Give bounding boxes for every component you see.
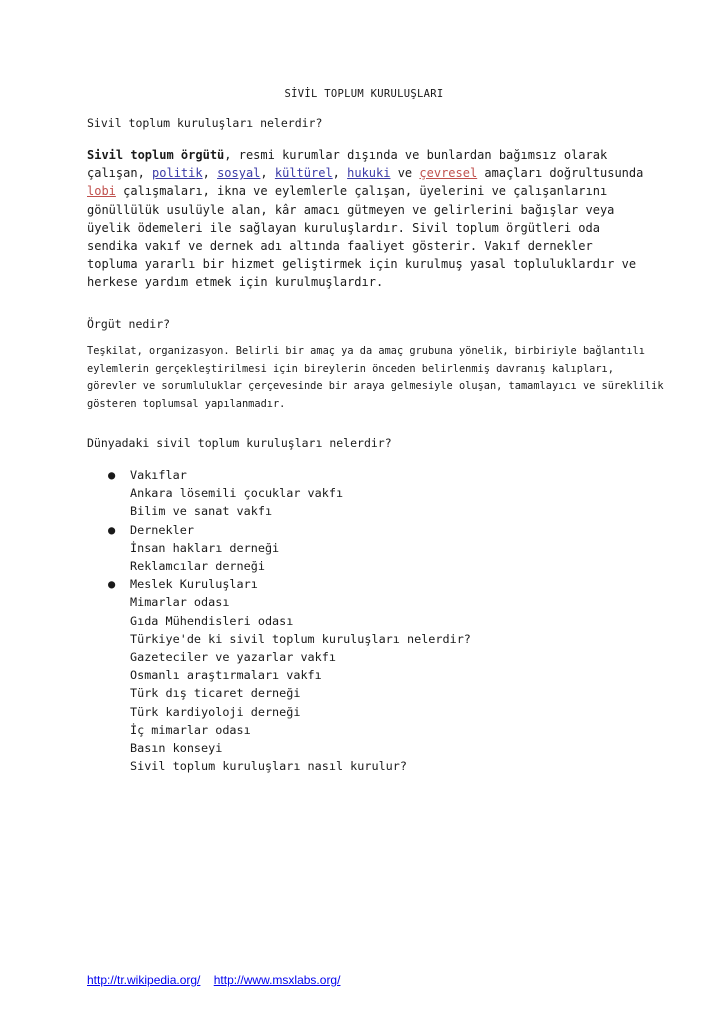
text-run: , xyxy=(202,166,218,181)
list-item xyxy=(87,575,647,593)
document-title: SİVİL TOPLUM KURULUŞLARI xyxy=(284,88,444,100)
text-run: , xyxy=(332,166,348,181)
link-kulturel[interactable]: kültürel xyxy=(274,166,333,181)
text-run: , resmi kurumlar dışında ve bunlardan bağımsız olarak çalışan, xyxy=(87,148,608,181)
organization-list xyxy=(87,466,647,775)
question-heading-2: Örgüt nedir? xyxy=(87,317,171,331)
text-run: , xyxy=(260,166,275,181)
list-item xyxy=(87,466,647,484)
list-subitem: Osmanlı araştırmaları vakfı xyxy=(130,668,322,683)
footer-link-msxlabs[interactable]: http://www.msxlabs.org/ xyxy=(213,973,341,987)
list-item-head: Vakıflar xyxy=(130,468,187,482)
list-subitem: Sivil toplum kuruluşları nasıl kurulur? xyxy=(130,759,407,774)
list-subitem: İnsan hakları derneği xyxy=(130,540,280,555)
bullet-icon: ● xyxy=(108,577,116,592)
text-run: amaçları doğrultusunda xyxy=(477,166,644,181)
text-run: ve xyxy=(390,166,420,181)
link-hukuki[interactable]: hukuki xyxy=(347,166,391,181)
question-heading-1: Sivil toplum kuruluşları nelerdir? xyxy=(87,116,323,130)
bullet-icon: ● xyxy=(108,522,116,537)
list-subitem: Bilim ve sanat vakfı xyxy=(130,504,273,519)
list-subitem: Mimarlar odası xyxy=(130,595,230,610)
list-subitem: Gıda Mühendisleri odası xyxy=(130,613,294,628)
list-item-head: Dernekler xyxy=(130,522,194,537)
paragraph-2: Teşkilat, organizasyon. Belirli bir amaç ya da amaç grubuna yönelik, birbiriyle bağlantılı eylemlerin gerçekleştirilmesi için bireylerin önceden belirlenmiş davranış kalıpları, görevler ve sorumluluklar çerçevesinde bir araya gelmesiyle oluşan, tamamlayıcı ve süreklilik gösteren toplumsal yapılanmadır. xyxy=(87,345,664,410)
paragraph-1 xyxy=(87,146,647,292)
list-subitem: Reklamcılar derneği xyxy=(130,559,265,574)
footer-sources xyxy=(87,973,350,987)
list-item-head: Meslek Kuruluşları xyxy=(130,577,258,592)
link-lobi[interactable]: lobi xyxy=(87,184,116,199)
bold-term: Sivil toplum örgütü xyxy=(87,148,225,162)
question-heading-3: Dünyadaki sivil toplum kuruluşları nelerdir? xyxy=(87,436,392,450)
footer-link-wikipedia[interactable]: http://tr.wikipedia.org/ xyxy=(87,973,201,987)
list-subitem: Ankara lösemili çocuklar vakfı xyxy=(130,486,344,501)
link-politik[interactable]: politik xyxy=(152,166,203,181)
link-sosyal[interactable]: sosyal xyxy=(217,166,261,181)
list-subitem: Türk kardiyoloji derneği xyxy=(130,704,301,719)
list-item xyxy=(87,521,647,539)
list-subitem: Türk dış ticaret derneği xyxy=(130,686,301,701)
list-subitem: Basın konseyi xyxy=(130,741,223,756)
list-subitem: Türkiye'de ki sivil toplum kuruluşları nelerdir? xyxy=(130,631,471,646)
list-subitem: Gazeteciler ve yazarlar vakfı xyxy=(130,650,336,665)
link-cevresel[interactable]: çevresel xyxy=(419,166,478,181)
list-subitem: İç mimarlar odası xyxy=(130,722,251,737)
text-run: çalışmaları, ikna ve eylemlerle çalışan, üyelerini ve çalışanlarını gönüllülük usulüyle alan, kâr amacı gütmeyen ve gelirlerini bağışlar veya üyelik ödemeleri ile sağlayan kuruluşlardır. Sivil toplum örgütleri oda sendika vakıf ve dernek adı altında faaliyet gösterir. Vakıf dernekler topluma yararlı bir hizmet geliştirmek için kurulmuş yasal topluluklardır ve herkese yardım etmek için kurulmuşlardır. xyxy=(87,184,637,290)
bullet-icon: ● xyxy=(108,468,116,482)
